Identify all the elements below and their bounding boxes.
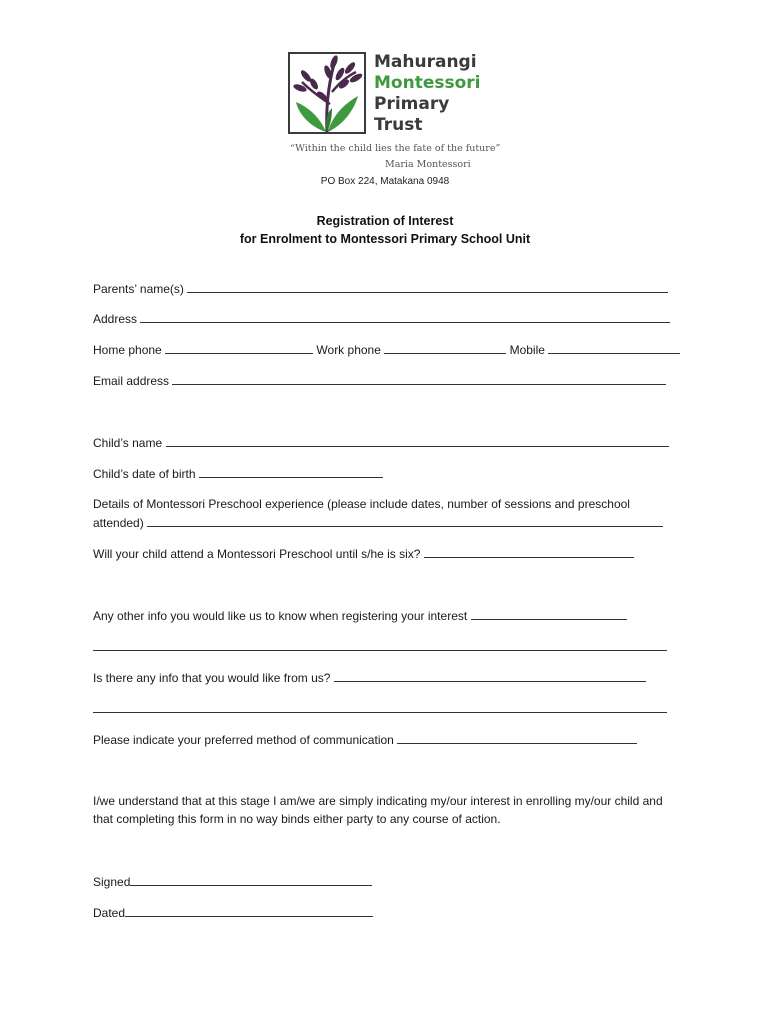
home-phone-label: Home phone (93, 343, 162, 357)
logo-line-1: Mahurangi (374, 52, 477, 72)
form-title-line-2: for Enrolment to Montessori Primary School Unit (239, 232, 531, 246)
phone-field-row (93, 340, 680, 359)
mobile-line[interactable] (548, 340, 680, 354)
preschool-details-field (93, 495, 663, 532)
child-dob-line[interactable] (199, 464, 383, 478)
attend-until-six-field (93, 544, 634, 563)
flax-flower-logo-icon (288, 52, 366, 134)
preschool-details-label-2: attended) (93, 516, 144, 530)
understanding-statement: I/we understand that at this stage I am/we are simply indicating my/our interest in enrolling my/our child and that completing this form in no way binds either party to any course of action. (93, 794, 663, 826)
address-field (93, 309, 670, 328)
logo-line-4: Trust (374, 115, 423, 135)
work-phone-label: Work phone (316, 343, 381, 357)
dated-line[interactable] (125, 903, 373, 917)
montessori-quote: “Within the child lies the fate of the future” (290, 143, 501, 154)
communication-line[interactable] (397, 730, 637, 744)
logo-line-2: Montessori (374, 73, 481, 93)
dated-field (93, 903, 373, 922)
info-from-us-label: Is there any info that you would like from us? (93, 671, 331, 685)
communication-label: Please indicate your preferred method of communication (93, 733, 394, 747)
other-info-field (93, 606, 627, 625)
communication-field (93, 730, 637, 749)
form-title (0, 212, 770, 248)
child-dob-label: Child’s date of birth (93, 467, 196, 481)
form-title-line-1: Registration of Interest (316, 214, 454, 228)
email-line[interactable] (172, 371, 666, 385)
preschool-details-line[interactable] (147, 513, 663, 527)
work-phone-line[interactable] (384, 340, 506, 354)
quote-author: Maria Montessori (385, 159, 471, 170)
mobile-label: Mobile (509, 343, 545, 357)
parents-name-line[interactable] (187, 279, 668, 293)
child-dob-field (93, 464, 383, 483)
signed-line[interactable] (130, 872, 372, 886)
child-name-line[interactable] (166, 433, 669, 447)
logo-wordmark (374, 52, 480, 136)
signed-label: Signed (93, 875, 131, 889)
info-from-us-line[interactable] (334, 668, 646, 682)
postal-address: PO Box 224, Matakana 0948 (320, 176, 450, 187)
home-phone-line[interactable] (165, 340, 313, 354)
logo-line-3: Primary (374, 94, 450, 114)
attend-until-six-line[interactable] (424, 544, 634, 558)
attend-until-six-label: Will your child attend a Montessori Preschool until s/he is six? (93, 547, 421, 561)
other-info-extra-line[interactable] (93, 637, 667, 651)
address-label: Address (93, 312, 138, 326)
info-from-us-field (93, 668, 646, 687)
email-field (93, 371, 666, 390)
child-name-field (93, 433, 669, 452)
address-line[interactable] (140, 309, 670, 323)
other-info-line[interactable] (471, 606, 627, 620)
other-info-label: Any other info you would like us to know when registering your interest (93, 609, 468, 623)
other-info-extra-field (93, 637, 667, 656)
parents-name-label: Parents’ name(s) (93, 282, 184, 296)
parents-name-field (93, 279, 668, 298)
info-from-us-extra-field (93, 699, 667, 718)
trust-logo (288, 52, 488, 136)
email-label: Email address (93, 374, 170, 388)
info-from-us-extra-line[interactable] (93, 699, 667, 713)
child-name-label: Child’s name (93, 436, 163, 450)
preschool-details-label-1: Details of Montessori Preschool experience (please include dates, number of sessions and preschool (93, 497, 630, 511)
dated-label: Dated (93, 906, 126, 920)
signed-field (93, 872, 372, 891)
